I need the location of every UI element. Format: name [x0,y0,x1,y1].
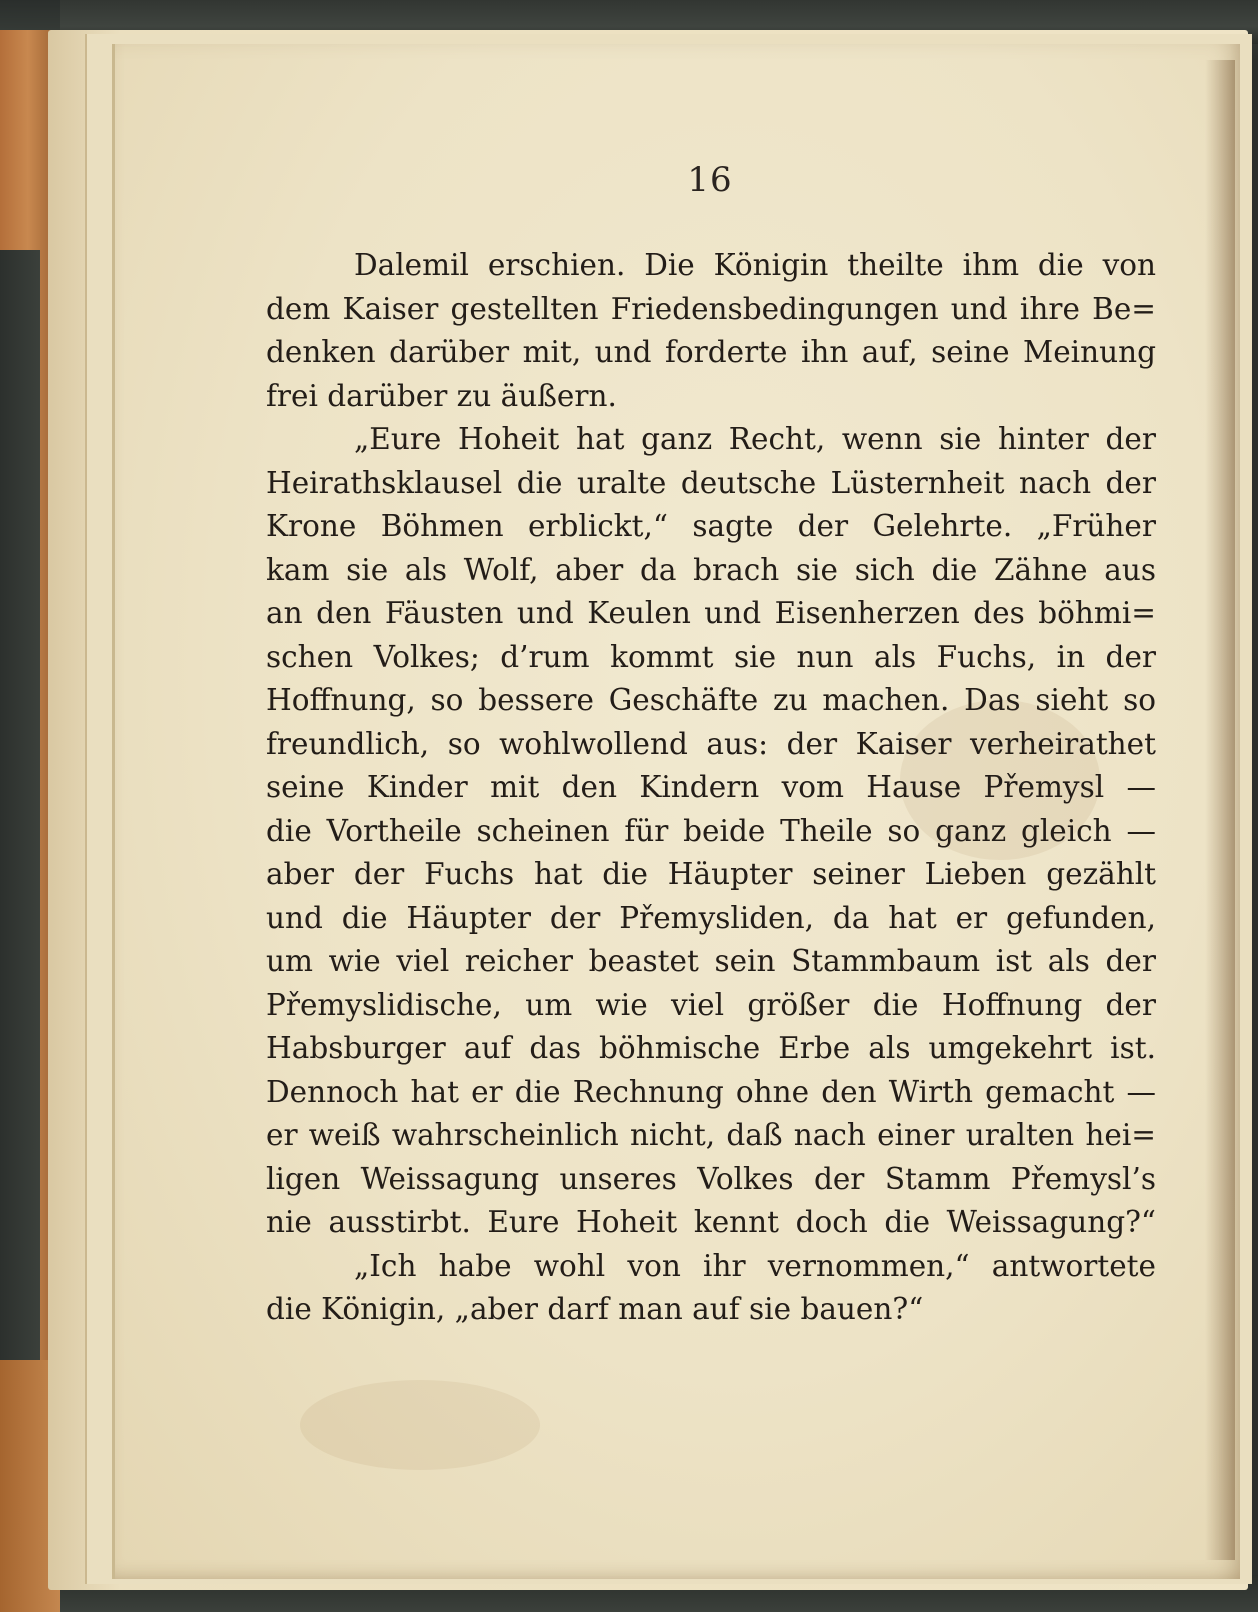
text-line: Přemyslidische, um wie viel größer die Hoffnung der [266,987,1156,1022]
text-line: dem Kaiser gestellten Friedensbedingungen und ihre Be= [266,291,1156,326]
text-line: Hoffnung, so bessere Geschäfte zu machen. Das sieht so [266,683,1156,717]
text-line: kam sie als Wolf, aber da brach sie sich die Zähne aus [266,552,1156,587]
paper-stain [300,1380,540,1470]
text-line: und die Häupter der Přemysliden, da hat er gefunden, [266,900,1156,935]
text-line: denken darüber mit, und forderte ihn auf, seine Meinung [266,335,1156,369]
text-line: an den Fäusten und Keulen und Eisenherzen des böhmi= [266,596,1156,630]
text-line: „Eure Hoheit hat ganz Recht, wenn sie hinter der [354,422,1156,456]
text-line: nie ausstirbt. Eure Hoheit kennt doch die Weissagung?“ [266,1205,1156,1239]
text-line: Heirathsklausel die uralte deutsche Lüsternheit nach der [266,465,1156,500]
text-line: Dalemil erschien. Die Königin theilte ihm die von [354,248,1156,282]
text-line: er weiß wahrscheinlich nicht, daß nach einer uralten hei= [266,1118,1156,1152]
page-text [266,244,1156,1332]
text-line: freundlich, so wohlwollend aus: der Kaiser verheirathet [266,726,1156,761]
text-line: Dennoch hat er die Rechnung ohne den Wirth gemacht — [266,1074,1156,1109]
text-line: schen Volkes; d’rum kommt sie nun als Fuchs, in der [266,639,1156,674]
text-line: die Vortheile scheinen für beide Theile so ganz gleich — [266,813,1156,848]
text-line: seine Kinder mit den Kindern vom Hause Přemysl — [266,770,1156,804]
text-line: ligen Weissagung unseres Volkes der Stamm Přemysl’s [266,1161,1156,1196]
text-line: die Königin, „aber darf man auf sie bauen?“ [266,1292,924,1326]
text-line: aber der Fuchs hat die Häupter seiner Lieben gezählt [266,857,1156,891]
text-line: um wie viel reicher beastet sein Stammbaum ist als der [266,944,1156,978]
page-number: 16 [687,160,733,200]
text-line: Habsburger auf das böhmische Erbe als umgekehrt ist. [266,1031,1156,1065]
text-line: Krone Böhmen erblickt,“ sagte der Gelehrte. „Früher [266,509,1156,543]
text-line: „Ich habe wohl von ihr vernommen,“ antwortete [354,1248,1156,1283]
page-gutter-shadow [1205,60,1235,1560]
text-line: frei darüber zu äußern. [266,378,617,413]
cover-spine-edge [0,250,40,1360]
